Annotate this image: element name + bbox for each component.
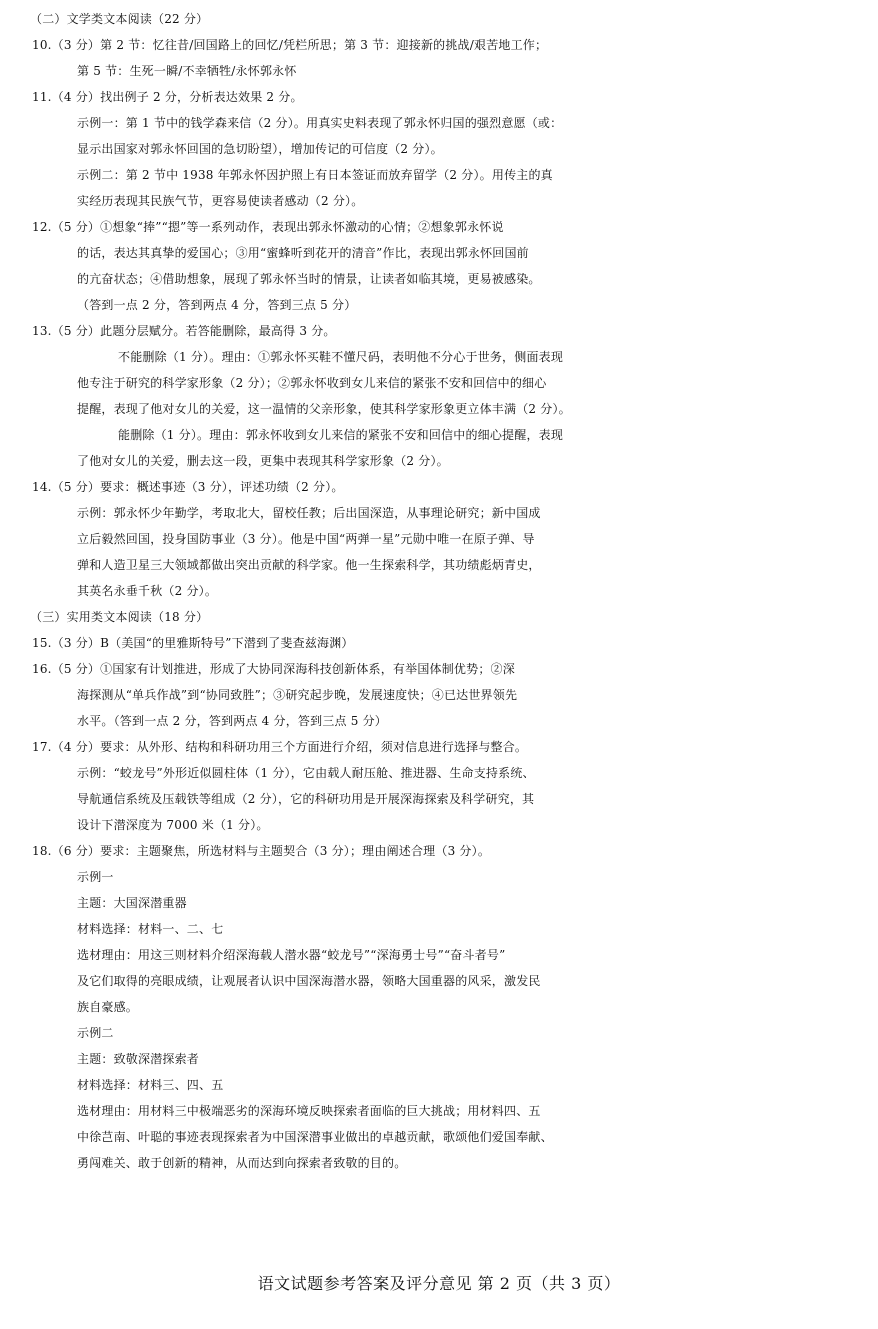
text-line: （答到一点 2 分，答到两点 4 分，答到三点 5 分）: [77, 298, 357, 312]
text-line: 及它们取得的亮眼成绩，让观展者认识中国深海潜水器，领略大国重器的风采，激发民: [77, 974, 541, 988]
text-line: 10.（3 分）第 2 节：忆往昔/回国路上的回忆/凭栏所思；第 3 节：迎接新的挑战/艰苦地工作；: [32, 38, 548, 52]
text-line: 提醒，表现了他对女儿的关爱，这一温情的父亲形象，使其科学家形象更立体丰满（2 分）。: [77, 402, 571, 416]
text-line: 示例：郭永怀少年勤学，考取北大，留校任教；后出国深造，从事理论研究；新中国成: [77, 506, 541, 520]
text-line: 第 5 节：生死一瞬/不幸牺牲/永怀郭永怀: [77, 64, 297, 78]
text-line: 示例二：第 2 节中 1938 年郭永怀因护照上有日本签证而放弃留学（2 分）。用传主的真: [77, 168, 553, 182]
text-line: 实经历表现其民族气节，更容易使读者感动（2 分）。: [77, 194, 364, 208]
text-line: 立后毅然回国，投身国防事业（3 分）。他是中国“两弹一星”元勋中唯一在原子弹、导: [77, 532, 535, 546]
text-line: 能删除（1 分）。理由：郭永怀收到女儿来信的紧张不安和回信中的细心提醒，表现: [118, 428, 564, 442]
text-line: 的亢奋状态；④借助想象，展现了郭永怀当时的情景，让读者如临其境，更易被感染。: [77, 272, 541, 286]
page-footer: 语文试题参考答案及评分意见 第 2 页（共 3 页）: [257, 1274, 621, 1293]
text-line: 13.（5 分）此题分层赋分。若答能删除，最高得 3 分。: [32, 324, 336, 338]
text-line: 主题：致敬深潜探索者: [77, 1052, 200, 1066]
text-line: 族自豪感。: [77, 1000, 139, 1014]
text-line: 导航通信系统及压载铁等组成（2 分），它的科研功用是开展深海探索及科学研究，其: [77, 792, 535, 806]
text-line: 示例二: [77, 1026, 114, 1040]
text-line: 12.（5 分）①想象“捧”“摁”等一系列动作，表现出郭永怀激动的心情；②想象郭永怀说: [32, 220, 504, 234]
text-line: 15.（3 分）B（美国“的里雅斯特号”下潜到了斐查兹海渊）: [32, 636, 354, 650]
text-line: 弹和人造卫星三大领域都做出突出贡献的科学家。他一生探索科学，其功绩彪炳青史，: [77, 558, 541, 572]
text-line: 了他对女儿的关爱，删去这一段，更集中表现其科学家形象（2 分）。: [77, 454, 449, 468]
text-line: 示例：“蛟龙号”外形近似圆柱体（1 分），它由载人耐压舱、推进器、生命支持系统、: [77, 766, 535, 780]
text-line: 18.（6 分）要求：主题聚焦，所选材料与主题契合（3 分）；理由阐述合理（3 分）。: [32, 844, 491, 858]
text-line: 选材理由：用材料三中极端恶劣的深海环境反映探索者面临的巨大挑战；用材料四、五: [77, 1104, 541, 1118]
text-line: 16.（5 分）①国家有计划推进，形成了大协同深海科技创新体系，有举国体制优势；②深: [32, 662, 515, 676]
text-line: 显示出国家对郭永怀回国的急切盼望），增加传记的可信度（2 分）。: [77, 142, 443, 156]
text-line: 不能删除（1 分）。理由：①郭永怀买鞋不懂尺码，表明他不分心于世务，侧面表现: [118, 350, 564, 364]
text-line: 勇闯难关、敢于创新的精神，从而达到向探索者致敬的目的。: [77, 1156, 407, 1170]
text-line: （三）实用类文本阅读（18 分）: [30, 610, 209, 624]
text-line: 示例一：第 1 节中的钱学森来信（2 分）。用真实史料表现了郭永怀归国的强烈意愿（或：: [77, 116, 563, 130]
text-line: （二）文学类文本阅读（22 分）: [30, 12, 209, 26]
text-line: 14.（5 分）要求：概述事迹（3 分），评述功绩（2 分）。: [32, 480, 344, 494]
text-line: 水平。（答到一点 2 分，答到两点 4 分，答到三点 5 分）: [77, 714, 387, 728]
text-line: 选材理由：用这三则材料介绍深海载人潜水器“蛟龙号”“深海勇士号”“奋斗者号”: [77, 948, 506, 962]
text-line: 17.（4 分）要求：从外形、结构和科研功用三个方面进行介绍，须对信息进行选择与整合。: [32, 740, 528, 754]
text-line: 其英名永垂千秋（2 分）。: [77, 584, 218, 598]
text-line: 的话，表达其真挚的爱国心；③用“蜜蜂听到花开的清音”作比，表现出郭永怀回国前: [77, 246, 529, 260]
text-line: 11.（4 分）找出例子 2 分，分析表达效果 2 分。: [32, 90, 303, 104]
text-line: 设计下潜深度为 7000 米（1 分）。: [77, 818, 269, 832]
answer-key-body: [0, 6, 878, 1176]
text-line: 示例一: [77, 870, 114, 884]
text-line: 主题：大国深潜重器: [77, 896, 187, 910]
text-line: 材料选择：材料一、二、七: [77, 922, 224, 936]
text-line: 中徐芑南、叶聪的事迹表现探索者为中国深潜事业做出的卓越贡献，歌颂他们爱国奉献、: [77, 1130, 553, 1144]
text-line: 他专注于研究的科学家形象（2 分）；②郭永怀收到女儿来信的紧张不安和回信中的细心: [77, 376, 547, 390]
text-line: 材料选择：材料三、四、五: [77, 1078, 224, 1092]
text-line: 海探测从“单兵作战”到“协同致胜”；③研究起步晚，发展速度快；④已达世界领先: [77, 688, 518, 702]
